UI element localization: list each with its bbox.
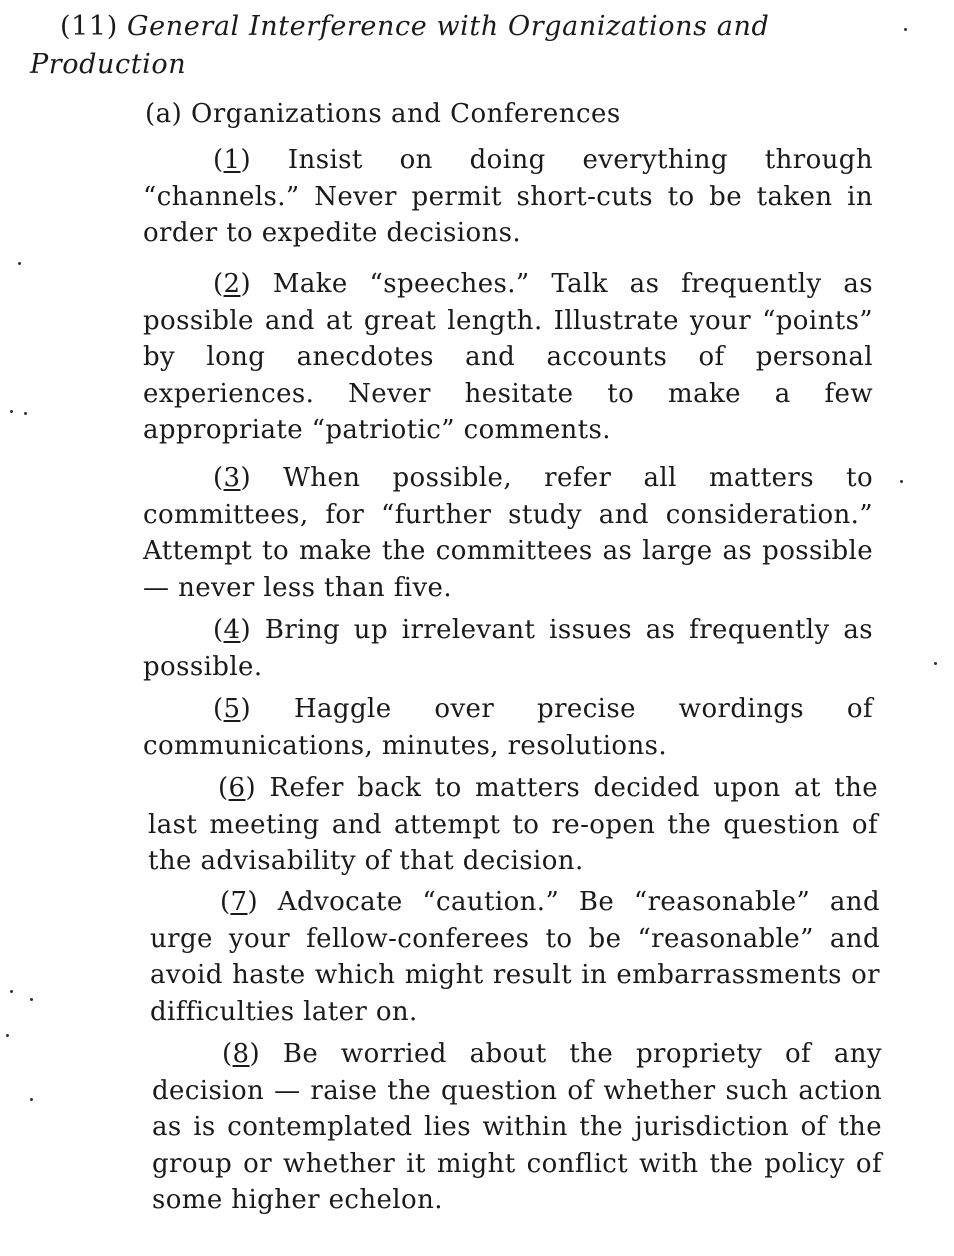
- section-number: (11): [60, 11, 118, 42]
- item-text: Make “speeches.” Talk as frequently as possible and at great length. Illustrate your “points” by long anecdotes and accounts of personal experiences. Never hesitate to make a few appropriate “patriotic” comments.: [143, 269, 873, 445]
- item-text: Bring up irrelevant issues as frequently as possible.: [143, 615, 873, 682]
- item-text: Insist on doing everything through “channels.” Never permit short-cuts to be taken in order to expedite decisions.: [143, 145, 873, 248]
- list-item: [143, 691, 873, 764]
- scan-speck: [934, 662, 937, 665]
- item-text: Advocate “caution.” Be “reasonable” and urge your fellow-conferees to be “reasonable” and avoid haste which might result in embarrassments or difficulties later on.: [150, 887, 880, 1027]
- scan-speck: [6, 1034, 9, 1037]
- list-item: [152, 1036, 882, 1219]
- item-number: (3): [213, 463, 252, 493]
- list-item: [143, 612, 873, 685]
- section-title: General Interference with Organizations and Production: [30, 11, 770, 80]
- item-number: (2): [213, 269, 252, 299]
- item-text: When possible, refer all matters to committees, for “further study and consideration.” Attempt to make the committees as large as possible — never less than five.: [143, 463, 873, 603]
- subsection-heading: (a) Organizations and Conferences: [145, 99, 621, 129]
- list-item: [143, 460, 873, 606]
- scan-speck: [18, 262, 21, 265]
- scan-speck: [10, 990, 13, 993]
- item-number: (5): [213, 694, 252, 724]
- scan-speck: [900, 480, 903, 483]
- item-number: (4): [213, 615, 252, 645]
- item-number: (6): [218, 773, 257, 803]
- scan-speck: [30, 998, 33, 1001]
- item-number: (1): [213, 145, 252, 175]
- item-number: (8): [222, 1039, 261, 1069]
- list-item: [148, 770, 878, 880]
- scan-speck: [24, 412, 27, 415]
- section-heading: [30, 8, 880, 84]
- list-item: [143, 142, 873, 252]
- item-text: Refer back to matters decided upon at the last meeting and attempt to re-open the question of the advisability of that decision.: [148, 773, 879, 876]
- scan-speck: [904, 28, 907, 31]
- list-item: [143, 266, 873, 449]
- item-text: Haggle over precise wordings of communications, minutes, resolutions.: [143, 694, 873, 761]
- scan-speck: [30, 1098, 33, 1101]
- item-text: Be worried about the propriety of any decision — raise the question of whether such action as is contemplated lies within the jurisdiction of the group or whether it might conflict with the policy of some higher echelon.: [152, 1039, 882, 1215]
- list-item: [150, 884, 880, 1030]
- scan-speck: [10, 410, 13, 413]
- item-number: (7): [220, 887, 259, 917]
